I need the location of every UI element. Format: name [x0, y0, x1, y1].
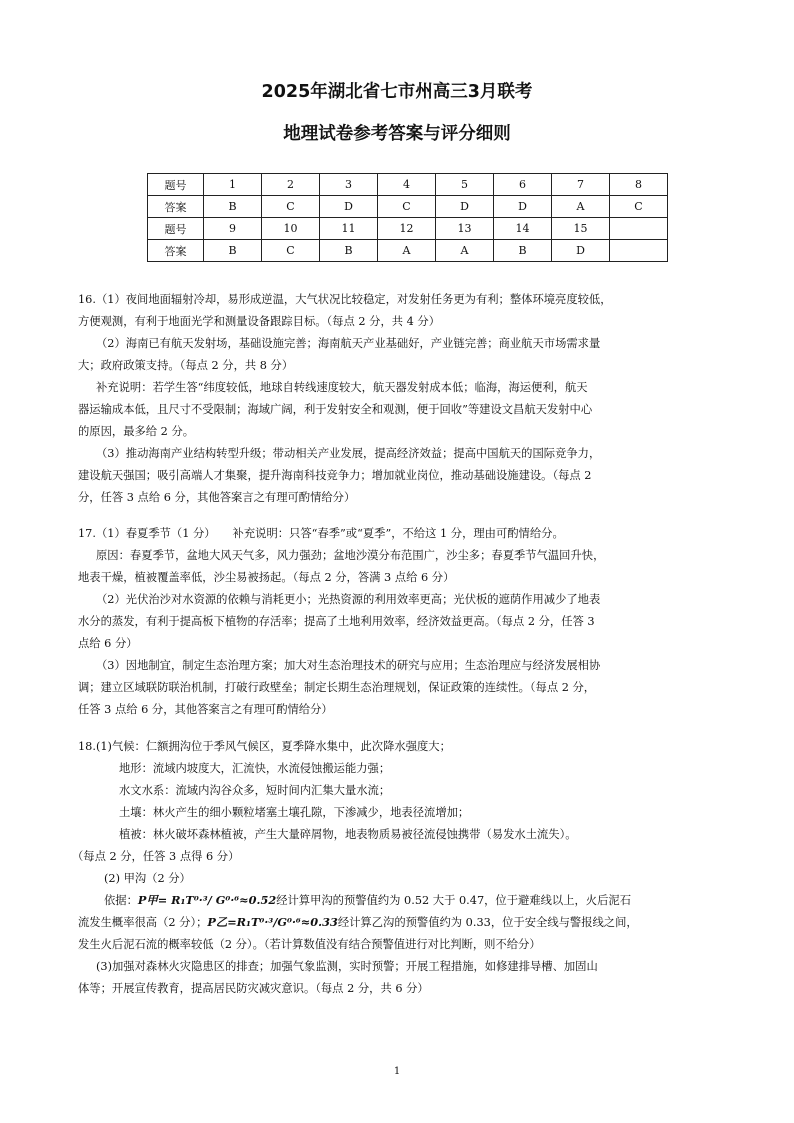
answer-table: [147, 173, 668, 262]
q17-line: 地表干燥，植被覆盖率低，沙尘易被扬起。（每点 2 分，答满 3 点给 6 分）: [78, 571, 455, 584]
q18-text: 流发生概率很高（2 分）；: [78, 916, 208, 929]
table-cell: 14: [494, 218, 552, 240]
table-cell: C: [378, 196, 436, 218]
row-header-cell: 答案: [148, 240, 204, 262]
q18-text: 经计算乙沟的预警值约为 0.33，位于安全线与警报线之间，: [337, 916, 638, 929]
table-cell: 2: [262, 174, 320, 196]
page-subtitle: 地理试卷参考答案与评分细则: [283, 124, 511, 144]
table-cell: B: [320, 240, 378, 262]
q17-line: 17.（1）春夏季节（1 分） 补充说明：只答“春季”或“夏季”，不给这 1 分，理由可酌情给分。: [78, 527, 564, 540]
table-cell: D: [494, 196, 552, 218]
q17-line: （3）因地制宜，制定生态治理方案；加大对生态治理技术的研究与应用；生态治理应与经济发展相协: [96, 659, 601, 672]
question-number-row: [148, 218, 668, 240]
formula-yi: P乙=R₁T⁰·³/G⁰·⁶≈0.33: [207, 915, 338, 929]
question-number-row: [148, 174, 668, 196]
row-header-cell: 题号: [148, 174, 204, 196]
q17-line: 点给 6 分）: [78, 637, 138, 650]
answer-row: [148, 240, 668, 262]
table-cell: [610, 240, 668, 262]
table-cell: A: [436, 240, 494, 262]
q17-line: 任答 3 点给 6 分，其他答案言之有理可酌情给分）: [78, 703, 333, 716]
table-cell: 3: [320, 174, 378, 196]
q18-line: 发生火后泥石流的概率较低（2 分）。（若计算数值没有结合预警值进行对比判断，则不给分）: [78, 938, 541, 951]
table-cell: 7: [552, 174, 610, 196]
row-header-cell: 答案: [148, 196, 204, 218]
q18-formula-line: [104, 893, 746, 908]
page-number: 1: [393, 1066, 401, 1077]
table-cell: [610, 218, 668, 240]
answer-row: [148, 196, 668, 218]
q16-line: 分，任答 3 点给 6 分，其他答案言之有理可酌情给分）: [78, 491, 356, 504]
table-cell: 8: [610, 174, 668, 196]
table-cell: A: [552, 196, 610, 218]
q18-text: 经计算甲沟的预警值约为 0.52 大于 0.47，位于避难线以上，火后泥石: [276, 894, 631, 907]
q18-line: 土壤：林火产生的细小颗粒堵塞土壤孔隙，下渗减少，地表径流增加；: [119, 806, 470, 819]
table-cell: B: [494, 240, 552, 262]
table-cell: B: [204, 240, 262, 262]
q17-line: 水分的蒸发，有利于提高板下植物的存活率；提高了土地利用效率，经济效益更高。（每点 2 分，任答 3: [78, 615, 595, 628]
table-cell: C: [610, 196, 668, 218]
table-cell: 11: [320, 218, 378, 240]
table-cell: 10: [262, 218, 320, 240]
q17-line: 调；建立区域联防联治机制，打破行政壁垒；制定长期生态治理规划，保证政策的连续性。（每点 2 分，: [78, 681, 596, 694]
table-cell: 4: [378, 174, 436, 196]
q18-line: 植被：林火破坏森林植被，产生大量碎屑物，地表物质易被径流侵蚀携带（易发水土流失）。: [119, 828, 577, 841]
q16-line: 大；政府政策支持。（每点 2 分，共 8 分）: [78, 359, 294, 372]
q16-supplement: 补充说明：若学生答“纬度较低，地球自转线速度较大，航天器发射成本低；临海，海运便利，航天: [96, 381, 588, 394]
table-cell: 15: [552, 218, 610, 240]
table-cell: A: [378, 240, 436, 262]
q17-line: 原因：春夏季节，盆地大风天气多，风力强劲；盆地沙漠分布范围广，沙尘多；春夏季节气温回升快，: [96, 549, 605, 562]
table-cell: 13: [436, 218, 494, 240]
table-cell: D: [436, 196, 494, 218]
formula-jia: P甲= R₁T⁰·³/ G⁰·⁶≈0.52: [137, 893, 277, 907]
q16-line: 器运输成本低，且尺寸不受限制；海域广阔，利于发射安全和观测，便于回收”等建设文昌航天发射中心: [78, 403, 593, 416]
table-cell: D: [320, 196, 378, 218]
q18-formula-line: [78, 915, 720, 930]
q17-line: （2）光伏治沙对水资源的依赖与消耗更小；光热资源的利用效率更高；光伏板的遮荫作用减少了地表: [96, 593, 601, 606]
q16-line: 16.（1）夜间地面辐射冷却，易形成逆温，大气状况比较稳定，对发射任务更为有利；整体环境亮度较低，: [78, 293, 612, 306]
q18-line: (3)加强对森林火灾隐患区的排查；加强气象监测，实时预警；开展工程措施，如修建排导槽、加固山: [96, 960, 598, 973]
table-cell: 1: [204, 174, 262, 196]
table-cell: C: [262, 196, 320, 218]
table-cell: B: [204, 196, 262, 218]
q18-line: （每点 2 分，任答 3 点得 6 分）: [72, 850, 240, 863]
table-cell: 6: [494, 174, 552, 196]
table-cell: 5: [436, 174, 494, 196]
q16-line: 建设航天强国；吸引高端人才集聚，提升海南科技竞争力；增加就业岗位，推动基础设施建设。（每点 2: [78, 469, 592, 482]
q16-line: （2）海南已有航天发射场，基础设施完善；海南航天产业基础好，产业链完善；商业航天市场需求量: [96, 337, 601, 350]
q18-line: (2) 甲沟（2 分）: [104, 872, 191, 885]
table-cell: 9: [204, 218, 262, 240]
q18-text: 依据：: [104, 894, 138, 907]
table-cell: 12: [378, 218, 436, 240]
q16-line: （3）推动海南产业结构转型升级；带动相关产业发展，提高经济效益；提高中国航天的国际竞争力，: [96, 447, 601, 460]
row-header-cell: 题号: [148, 218, 204, 240]
q18-line: 水文水系：流域内沟谷众多，短时间内汇集大量水流；: [119, 784, 391, 797]
table-cell: C: [262, 240, 320, 262]
q16-line: 的原因，最多给 2 分。: [78, 425, 195, 438]
q18-line: 体等；开展宣传教育，提高居民防灾减灾意识。（每点 2 分，共 6 分）: [78, 982, 429, 995]
q18-line: 地形：流域内坡度大，汇流快，水流侵蚀搬运能力强；: [119, 762, 391, 775]
page-title: 2025年湖北省七市州高三3月联考: [261, 82, 533, 102]
table-cell: D: [552, 240, 610, 262]
q16-line: 方便观测，有利于地面光学和测量设备跟踪目标。（每点 2 分，共 4 分）: [78, 315, 440, 328]
q18-line: 18.(1)气候：仁额拥沟位于季风气候区，夏季降水集中，此次降水强度大；: [78, 740, 451, 753]
